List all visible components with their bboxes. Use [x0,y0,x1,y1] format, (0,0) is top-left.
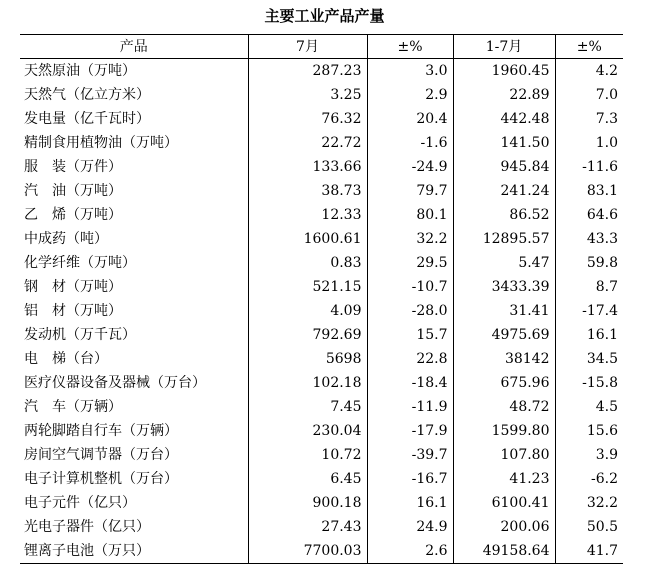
table-body [20,59,623,564]
table-title: 主要工业产品产量 [264,7,385,25]
product-name-cell: 服 装（万件） [24,159,122,175]
july-change-cell: 24.9 [367,515,453,539]
july-change-cell: 79.7 [367,179,453,203]
product-name-cell: 钢 材（万吨） [24,279,122,295]
july-change-cell: 80.1 [367,203,453,227]
table-row [20,443,623,467]
ytd-value-cell: 1960.45 [453,59,555,84]
ytd-change-cell: -11.6 [555,155,623,179]
product-name-cell: 发电量（亿千瓦时） [24,111,150,127]
ytd-value-cell: 12895.57 [453,227,555,251]
table-row [20,371,623,395]
product-name-cell: 房间空气调节器（万台） [24,447,178,463]
ytd-value-cell: 945.84 [453,155,555,179]
ytd-change-cell: 1.0 [555,131,623,155]
july-change-cell: -24.9 [367,155,453,179]
product-name-cell: 电子元件（亿只） [24,495,136,511]
table-row [20,227,623,251]
july-change-cell: -39.7 [367,443,453,467]
header-product: 产品 [20,35,248,59]
product-name-cell: 医疗仪器设备及器械（万台） [24,375,206,391]
july-value-cell: 5698 [248,347,367,371]
july-change-cell: 16.1 [367,491,453,515]
july-value-cell: 7700.03 [248,539,367,564]
table-row [20,299,623,323]
july-change-cell: -10.7 [367,275,453,299]
header-july: 7月 [248,35,367,59]
product-name-cell: 光电子器件（亿只） [24,519,150,535]
july-value-cell: 27.43 [248,515,367,539]
july-value-cell: 792.69 [248,323,367,347]
july-value-cell: 10.72 [248,443,367,467]
product-name-cell: 乙 烯（万吨） [24,207,122,223]
ytd-value-cell: 4975.69 [453,323,555,347]
ytd-change-cell: 50.5 [555,515,623,539]
table-row [20,179,623,203]
ytd-change-cell: 59.8 [555,251,623,275]
ytd-change-cell: -6.2 [555,467,623,491]
july-change-cell: 15.7 [367,323,453,347]
ytd-value-cell: 86.52 [453,203,555,227]
ytd-change-cell: 16.1 [555,323,623,347]
ytd-change-cell: 83.1 [555,179,623,203]
ytd-value-cell: 38142 [453,347,555,371]
table-row [20,59,623,84]
july-value-cell: 4.09 [248,299,367,323]
table-row [20,83,623,107]
july-change-cell: 32.2 [367,227,453,251]
july-change-cell: 2.9 [367,83,453,107]
header-jan-jul-change: ±% [555,35,623,59]
ytd-change-cell: 3.9 [555,443,623,467]
table-row [20,131,623,155]
header-july-change: ±% [367,35,453,59]
ytd-change-cell: 4.2 [555,59,623,84]
july-change-cell: -18.4 [367,371,453,395]
ytd-value-cell: 675.96 [453,371,555,395]
product-name-cell: 发动机（万千瓦） [24,327,136,343]
table-row [20,539,623,564]
ytd-change-cell: 15.6 [555,419,623,443]
july-change-cell: -28.0 [367,299,453,323]
table-row [20,251,623,275]
table-row [20,395,623,419]
july-value-cell: 22.72 [248,131,367,155]
ytd-value-cell: 241.24 [453,179,555,203]
july-value-cell: 900.18 [248,491,367,515]
table-row [20,275,623,299]
july-value-cell: 0.83 [248,251,367,275]
ytd-value-cell: 1599.80 [453,419,555,443]
header-jan-jul: 1-7月 [453,35,555,59]
ytd-value-cell: 442.48 [453,107,555,131]
ytd-value-cell: 48.72 [453,395,555,419]
table-row [20,515,623,539]
table-row [20,419,623,443]
july-value-cell: 7.45 [248,395,367,419]
july-value-cell: 76.32 [248,107,367,131]
product-name-cell: 电 梯（台） [24,351,108,367]
product-name-cell: 中成药（吨） [24,231,108,247]
header-row [20,35,623,59]
july-value-cell: 287.23 [248,59,367,84]
product-name-cell: 汽 油（万吨） [24,183,122,199]
july-value-cell: 133.66 [248,155,367,179]
july-change-cell: -16.7 [367,467,453,491]
july-change-cell: 29.5 [367,251,453,275]
product-name-cell: 精制食用植物油（万吨） [24,135,178,151]
ytd-value-cell: 107.80 [453,443,555,467]
july-change-cell: -11.9 [367,395,453,419]
industrial-output-table [20,34,623,564]
ytd-change-cell: -17.4 [555,299,623,323]
july-change-cell: -1.6 [367,131,453,155]
ytd-value-cell: 141.50 [453,131,555,155]
july-change-cell: -17.9 [367,419,453,443]
ytd-change-cell: 64.6 [555,203,623,227]
product-name-cell: 两轮脚踏自行车（万辆） [24,423,178,439]
ytd-value-cell: 49158.64 [453,539,555,564]
product-name-cell: 天然原油（万吨） [24,63,136,79]
july-change-cell: 3.0 [367,59,453,84]
july-value-cell: 12.33 [248,203,367,227]
ytd-value-cell: 31.41 [453,299,555,323]
july-value-cell: 102.18 [248,371,367,395]
july-value-cell: 38.73 [248,179,367,203]
table-row [20,323,623,347]
table-row [20,347,623,371]
ytd-value-cell: 3433.39 [453,275,555,299]
table-row [20,491,623,515]
ytd-value-cell: 22.89 [453,83,555,107]
product-name-cell: 化学纤维（万吨） [24,255,136,271]
ytd-change-cell: -15.8 [555,371,623,395]
ytd-change-cell: 34.5 [555,347,623,371]
ytd-change-cell: 7.0 [555,83,623,107]
ytd-value-cell: 5.47 [453,251,555,275]
product-name-cell: 铝 材（万吨） [24,303,122,319]
july-value-cell: 521.15 [248,275,367,299]
ytd-value-cell: 6100.41 [453,491,555,515]
july-value-cell: 6.45 [248,467,367,491]
ytd-change-cell: 41.7 [555,539,623,564]
ytd-change-cell: 32.2 [555,491,623,515]
table-row [20,107,623,131]
ytd-value-cell: 41.23 [453,467,555,491]
july-value-cell: 230.04 [248,419,367,443]
july-value-cell: 3.25 [248,83,367,107]
product-name-cell: 电子计算机整机（万台） [24,471,178,487]
ytd-change-cell: 43.3 [555,227,623,251]
ytd-change-cell: 7.3 [555,107,623,131]
ytd-value-cell: 200.06 [453,515,555,539]
product-name-cell: 锂离子电池（万只） [20,539,248,564]
july-change-cell: 22.8 [367,347,453,371]
product-name-cell: 天然气（亿立方米） [24,87,150,103]
table-row [20,155,623,179]
ytd-change-cell: 8.7 [555,275,623,299]
july-change-cell: 20.4 [367,107,453,131]
july-value-cell: 1600.61 [248,227,367,251]
table-row [20,203,623,227]
table-row [20,467,623,491]
product-name-cell: 汽 车（万辆） [24,399,122,415]
ytd-change-cell: 4.5 [555,395,623,419]
july-change-cell: 2.6 [367,539,453,564]
